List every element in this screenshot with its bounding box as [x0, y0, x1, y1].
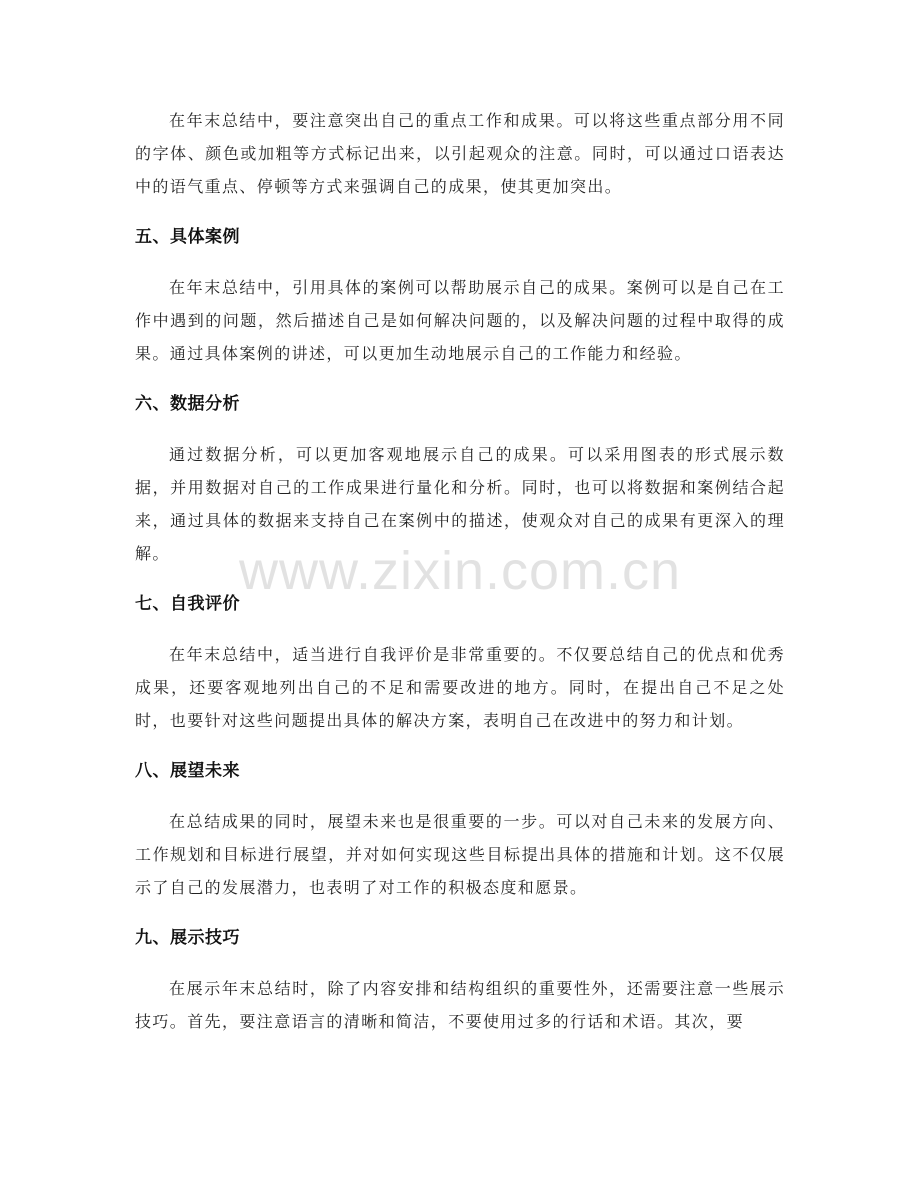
section-heading-presentation-skills: 九、展示技巧	[135, 928, 240, 948]
intro-paragraph: 在年末总结中，要注意突出自己的重点工作和成果。可以将这些重点部分用不同的字体、颜色或加粗等方式标记出来，以引起观众的注意。同时，可以通过口语表达中的语气重点、停顿等方式来强调自己的成果，使其更加突出。	[135, 111, 785, 196]
section-paragraph-outlook: 在总结成果的同时，展望未来也是很重要的一步。可以对自己未来的发展方向、工作规划和目标进行展望，并对如何实现这些目标提出具体的措施和计划。这不仅展示了自己的发展潜力，也表明了对工作的积极态度和愿景。	[135, 812, 785, 897]
section-heading-data-analysis: 六、数据分析	[135, 394, 240, 414]
section-heading-self-evaluation: 七、自我评价	[135, 594, 240, 614]
section-paragraph-presentation-skills: 在展示年末总结时，除了内容安排和结构组织的重要性外，还需要注意一些展示技巧。首先，要注意语言的清晰和简洁，不要使用过多的行话和术语。其次，要	[135, 979, 785, 1031]
section-paragraph-data-analysis: 通过数据分析，可以更加客观地展示自己的成果。可以采用图表的形式展示数据，并用数据对自己的工作成果进行量化和分析。同时，也可以将数据和案例结合起来，通过具体的数据来支持自己在案例中的描述，使观众对自己的成果有更深入的理解。	[135, 445, 785, 563]
section-paragraph-self-evaluation: 在年末总结中，适当进行自我评价是非常重要的。不仅要总结自己的优点和优秀成果，还要客观地列出自己的不足和需要改进的地方。同时，在提出自己不足之处时，也要针对这些问题提出具体的解决方案，表明自己在改进中的努力和计划。	[135, 645, 785, 730]
document-body	[135, 104, 785, 1038]
section-heading-outlook: 八、展望未来	[135, 761, 240, 781]
section-heading-case-study: 五、具体案例	[135, 227, 240, 247]
watermark: www.zixin.com.cn	[238, 541, 682, 601]
section-paragraph-case-study: 在年末总结中，引用具体的案例可以帮助展示自己的成果。案例可以是自己在工作中遇到的问题，然后描述自己是如何解决问题的，以及解决问题的过程中取得的成果。通过具体案例的讲述，可以更加生动地展示自己的工作能力和经验。	[135, 278, 785, 363]
